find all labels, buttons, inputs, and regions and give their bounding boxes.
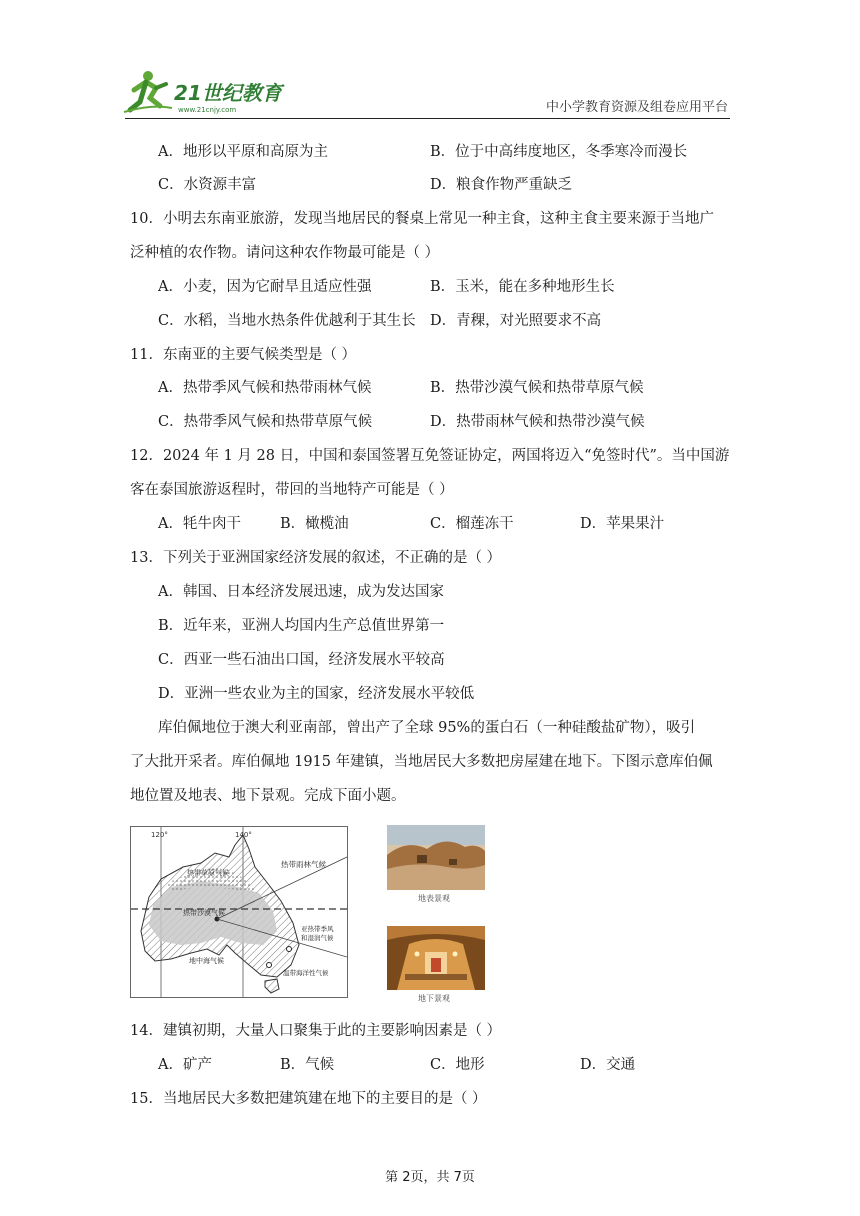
label-mediterranean: 地中海气候 xyxy=(189,957,224,965)
q11-stem: 11．东南亚的主要气候类型是（ ） xyxy=(130,347,357,363)
q13-option-b: B．近年来，亚洲人均国内生产总值世界第一 xyxy=(158,618,445,634)
q13-option-d: D．亚洲一些农业为主的国家，经济发展水平较低 xyxy=(158,686,475,702)
caption-underground: 地下景观 xyxy=(418,994,450,1003)
australia-climate-map xyxy=(130,826,348,998)
logo-text: 21世纪教育 xyxy=(174,81,282,105)
city-marker-east xyxy=(287,947,292,952)
q13-option-c: C．西亚一些石油出口国，经济发展水平较高 xyxy=(158,652,445,668)
page-header xyxy=(0,0,860,120)
q12-option-d: D．苹果果汁 xyxy=(580,516,665,532)
q10-stem-line2: 泛种植的农作物。请问这种农作物最可能是（ ） xyxy=(130,245,440,261)
q14-option-a: A．矿产 xyxy=(158,1057,212,1073)
australia-map-svg xyxy=(131,827,347,997)
lon-label-120: 120° xyxy=(151,831,168,839)
city-marker-south xyxy=(267,963,272,968)
runner-icon xyxy=(124,71,172,112)
21cnjy-logo xyxy=(122,68,292,116)
q12-stem-line1: 12．2024 年 1 月 28 日，中国和泰国签署互免签证协定，两国将迈入“免签时代”。当中国游 xyxy=(130,448,730,464)
label-subtropical-1: 亚热带季风 xyxy=(301,925,334,933)
q14-option-c: C．地形 xyxy=(430,1057,485,1073)
q12-option-b: B．橄榄油 xyxy=(280,516,349,532)
logo-url: www.21cnjy.com xyxy=(178,106,237,114)
q12-option-c: C．榴莲冻干 xyxy=(430,516,514,532)
q9-option-c: C．水资源丰富 xyxy=(158,177,257,193)
tasmania xyxy=(265,979,279,993)
q9-option-d: D．粮食作物严重缺乏 xyxy=(430,177,573,193)
q10-stem-line1: 10．小明去东南亚旅游，发现当地居民的餐桌上常见一种主食，这种主食主要来源于当地广 xyxy=(130,211,714,227)
underground-landscape-photo xyxy=(387,926,485,990)
q9-option-b: B．位于中高纬度地区，冬季寒冷而漫长 xyxy=(430,144,688,160)
label-savanna: 热带草原气候 xyxy=(187,869,229,877)
q11-option-c: C．热带季风气候和热带草原气候 xyxy=(158,414,373,430)
q10-option-d: D．青稞，对光照要求不高 xyxy=(430,313,602,329)
lon-label-140: 140° xyxy=(235,831,252,839)
label-desert: 热带沙漠气候 xyxy=(183,909,225,917)
label-subtropical-2: 和湿润气候 xyxy=(301,934,334,942)
surface-landscape-photo xyxy=(387,825,485,890)
platform-name: 中小学教育资源及组卷应用平台 xyxy=(545,100,728,115)
q10-option-a: A．小麦，因为它耐旱且适应性强 xyxy=(158,279,372,295)
q11-option-a: A．热带季风气候和热带雨林气候 xyxy=(158,380,372,396)
passage-line3: 地位置及地表、地下景观。完成下面小题。 xyxy=(130,788,406,804)
passage-line1: 库伯佩地位于澳大利亚南部，曾出产了全球 95%的蛋白石（一种硅酸盐矿物），吸引 xyxy=(158,720,696,736)
q12-option-a: A．牦牛肉干 xyxy=(158,516,241,532)
q13-stem: 13．下列关于亚洲国家经济发展的叙述，不正确的是（ ） xyxy=(130,550,502,566)
q13-option-a: A．韩国、日本经济发展迅速，成为发达国家 xyxy=(158,584,444,600)
q14-option-d: D．交通 xyxy=(580,1057,636,1073)
q14-stem: 14．建镇初期，大量人口聚集于此的主要影响因素是（ ） xyxy=(130,1023,502,1039)
q11-option-b: B．热带沙漠气候和热带草原气候 xyxy=(430,380,644,396)
q14-option-b: B．气候 xyxy=(280,1057,335,1073)
page-number: 第 2页，共 7页 xyxy=(385,1170,475,1185)
q10-option-b: B．玉米，能在多种地形生长 xyxy=(430,279,615,295)
q15-stem: 15．当地居民大多数把建筑建在地下的主要目的是（ ） xyxy=(130,1091,487,1107)
caption-surface: 地表景观 xyxy=(418,894,450,903)
q10-option-c: C．水稻，当地水热条件优越利于其生长 xyxy=(158,313,416,329)
q11-option-d: D．热带雨林气候和热带沙漠气候 xyxy=(430,414,645,430)
q12-stem-line2: 客在泰国旅游返程时，带回的当地特产可能是（ ） xyxy=(130,482,454,498)
header-rule xyxy=(125,118,730,119)
q9-option-a: A．地形以平原和高原为主 xyxy=(158,144,328,160)
label-rainforest: 热带雨林气候 xyxy=(281,860,326,869)
passage-line2: 了大批开采者。库伯佩地 1915 年建镇，当地居民大多数把房屋建在地下。下图示意库伯佩 xyxy=(130,754,713,770)
label-oceanic: 温带海洋性气候 xyxy=(283,969,329,977)
